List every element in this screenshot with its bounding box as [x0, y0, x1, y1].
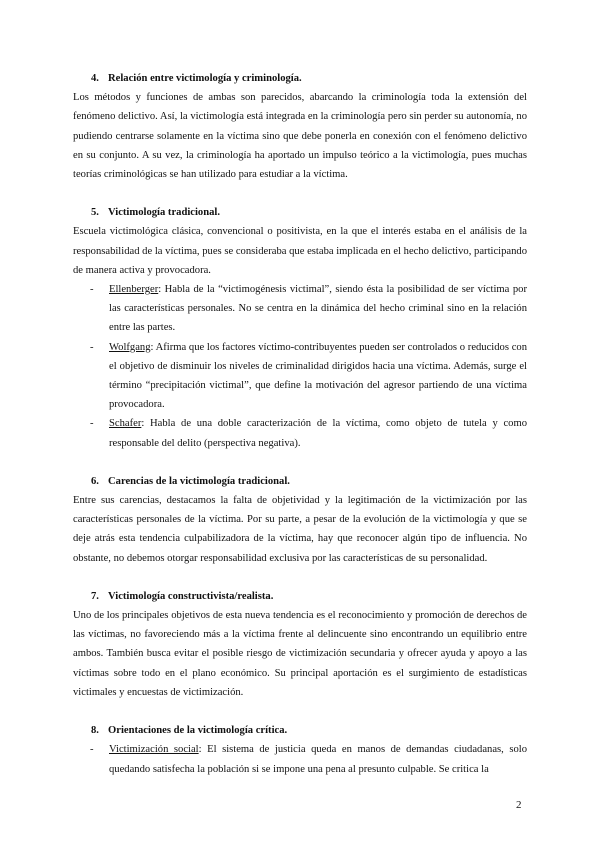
- section-paragraph: Los métodos y funciones de ambas son parecidos, abarcando la criminología toda la extensión del fenómeno delictivo. Así, la victimología está integrada en la criminología pero sin perder su autonomía, no pudiendo centrarse solamente en la víctima sino que debe ponerla en conexión con el fenómeno delictivo en su conjunto. A su vez, la criminología ha aportado un impulso teórico a la victimología, pues muchas teorías criminológicas se han utilizado para estudiar a la víctima.: [73, 92, 527, 181]
- section-number: 8.: [91, 725, 99, 737]
- section-number: 6.: [91, 475, 99, 487]
- list-item: [73, 338, 527, 415]
- author-name: Ellenberger: [109, 284, 159, 296]
- section-7: [73, 587, 527, 702]
- list-item-text: : Habla de la “victimogénesis victimal”, siendo ésta la posibilidad de ser víctima por las características personales. No se centra en la dinámica del hecho criminal sino en la relación entre las partes.: [109, 284, 527, 334]
- list-item-text: : El sistema de justicia queda en manos de demandas ciudadanas, solo quedando satisfecha la población si se impone una pena al presunto culpable. Se critica la: [109, 744, 527, 775]
- bullet-dash: -: [90, 341, 94, 353]
- list-item: [73, 280, 527, 338]
- list-item: [73, 414, 527, 452]
- section-paragraph: Entre sus carencias, destacamos la falta de objetividad y la legitimación de la victimización por las características personales de la víctima. Por su parte, a pesar de la evolución de la victimología y que se deje atrás esta tendencia culpabilizadora de la víctima, hay que reconocer algún tipo de influencia. No obstante, no debemos otorgar responsabilidad exclusiva por las características de su personalidad.: [73, 495, 527, 564]
- section-title: Carencias de la victimología tradicional.: [108, 475, 290, 487]
- section-5: [73, 203, 527, 453]
- section-number: 5.: [91, 207, 99, 219]
- bullet-list: [73, 740, 527, 778]
- list-item-text: : Habla de una doble caracterización de la víctima, como objeto de tutela y como responsable del delito (perspectiva negativa).: [109, 418, 527, 449]
- section-title: Victimología constructivista/realista.: [108, 590, 274, 602]
- bullet-dash: -: [90, 418, 94, 430]
- page-number: 2: [516, 799, 522, 811]
- section-8: [73, 721, 527, 779]
- section-number: 7.: [91, 590, 99, 602]
- section-number: 4.: [91, 73, 99, 84]
- section-heading: [91, 203, 527, 222]
- section-title: Victimología tradicional.: [108, 207, 221, 219]
- section-title: Relación entre victimología y criminología.: [108, 73, 302, 84]
- author-name: Schafer: [109, 418, 142, 430]
- bullet-dash: -: [90, 284, 94, 296]
- section-heading: [91, 587, 527, 606]
- section-heading: [91, 721, 527, 740]
- list-item: [73, 740, 527, 778]
- section-paragraph: Uno de los principales objetivos de esta nueva tendencia es el reconocimiento y promoción de derechos de las víctimas, no favoreciendo más a la víctima frente al delincuente sino encontrando un equilibrio entre ambos. También busca evitar el posible riesgo de victimización secundaria y ofrecer ayuda y apoyo a las víctimas sobre todo en el plano económico. Su principal aportación es el surgimiento de estadísticas victimales y encuestas de victimización.: [73, 610, 527, 698]
- list-item-text: : Afirma que los factores víctimo-contribuyentes pueden ser controlados o reducidos con el objetivo de disminuir los niveles de criminalidad dirigidos hacia una víctima. Además, surge el término “precipitación victimal”, que define la motivación del agresor partiendo de una víctima provocadora.: [109, 341, 527, 411]
- section-heading: [91, 69, 527, 88]
- section-heading: [91, 472, 527, 491]
- page-content: [73, 69, 527, 779]
- section-6: [73, 472, 527, 568]
- author-name: Wolfgang: [109, 341, 151, 353]
- bullet-list: [73, 280, 527, 453]
- bullet-dash: -: [90, 744, 94, 756]
- section-4: [73, 69, 527, 184]
- orientation-name: Victimización social: [109, 744, 199, 756]
- section-title: Orientaciones de la victimología crítica.: [108, 725, 288, 737]
- section-paragraph: Escuela victimológica clásica, convencional o positivista, en la que el interés estaba en el análisis de la responsabilidad de la víctima, pues se consideraba que estaba implicada en el hecho delictivo, participando de manera activa y provocadora.: [73, 226, 527, 276]
